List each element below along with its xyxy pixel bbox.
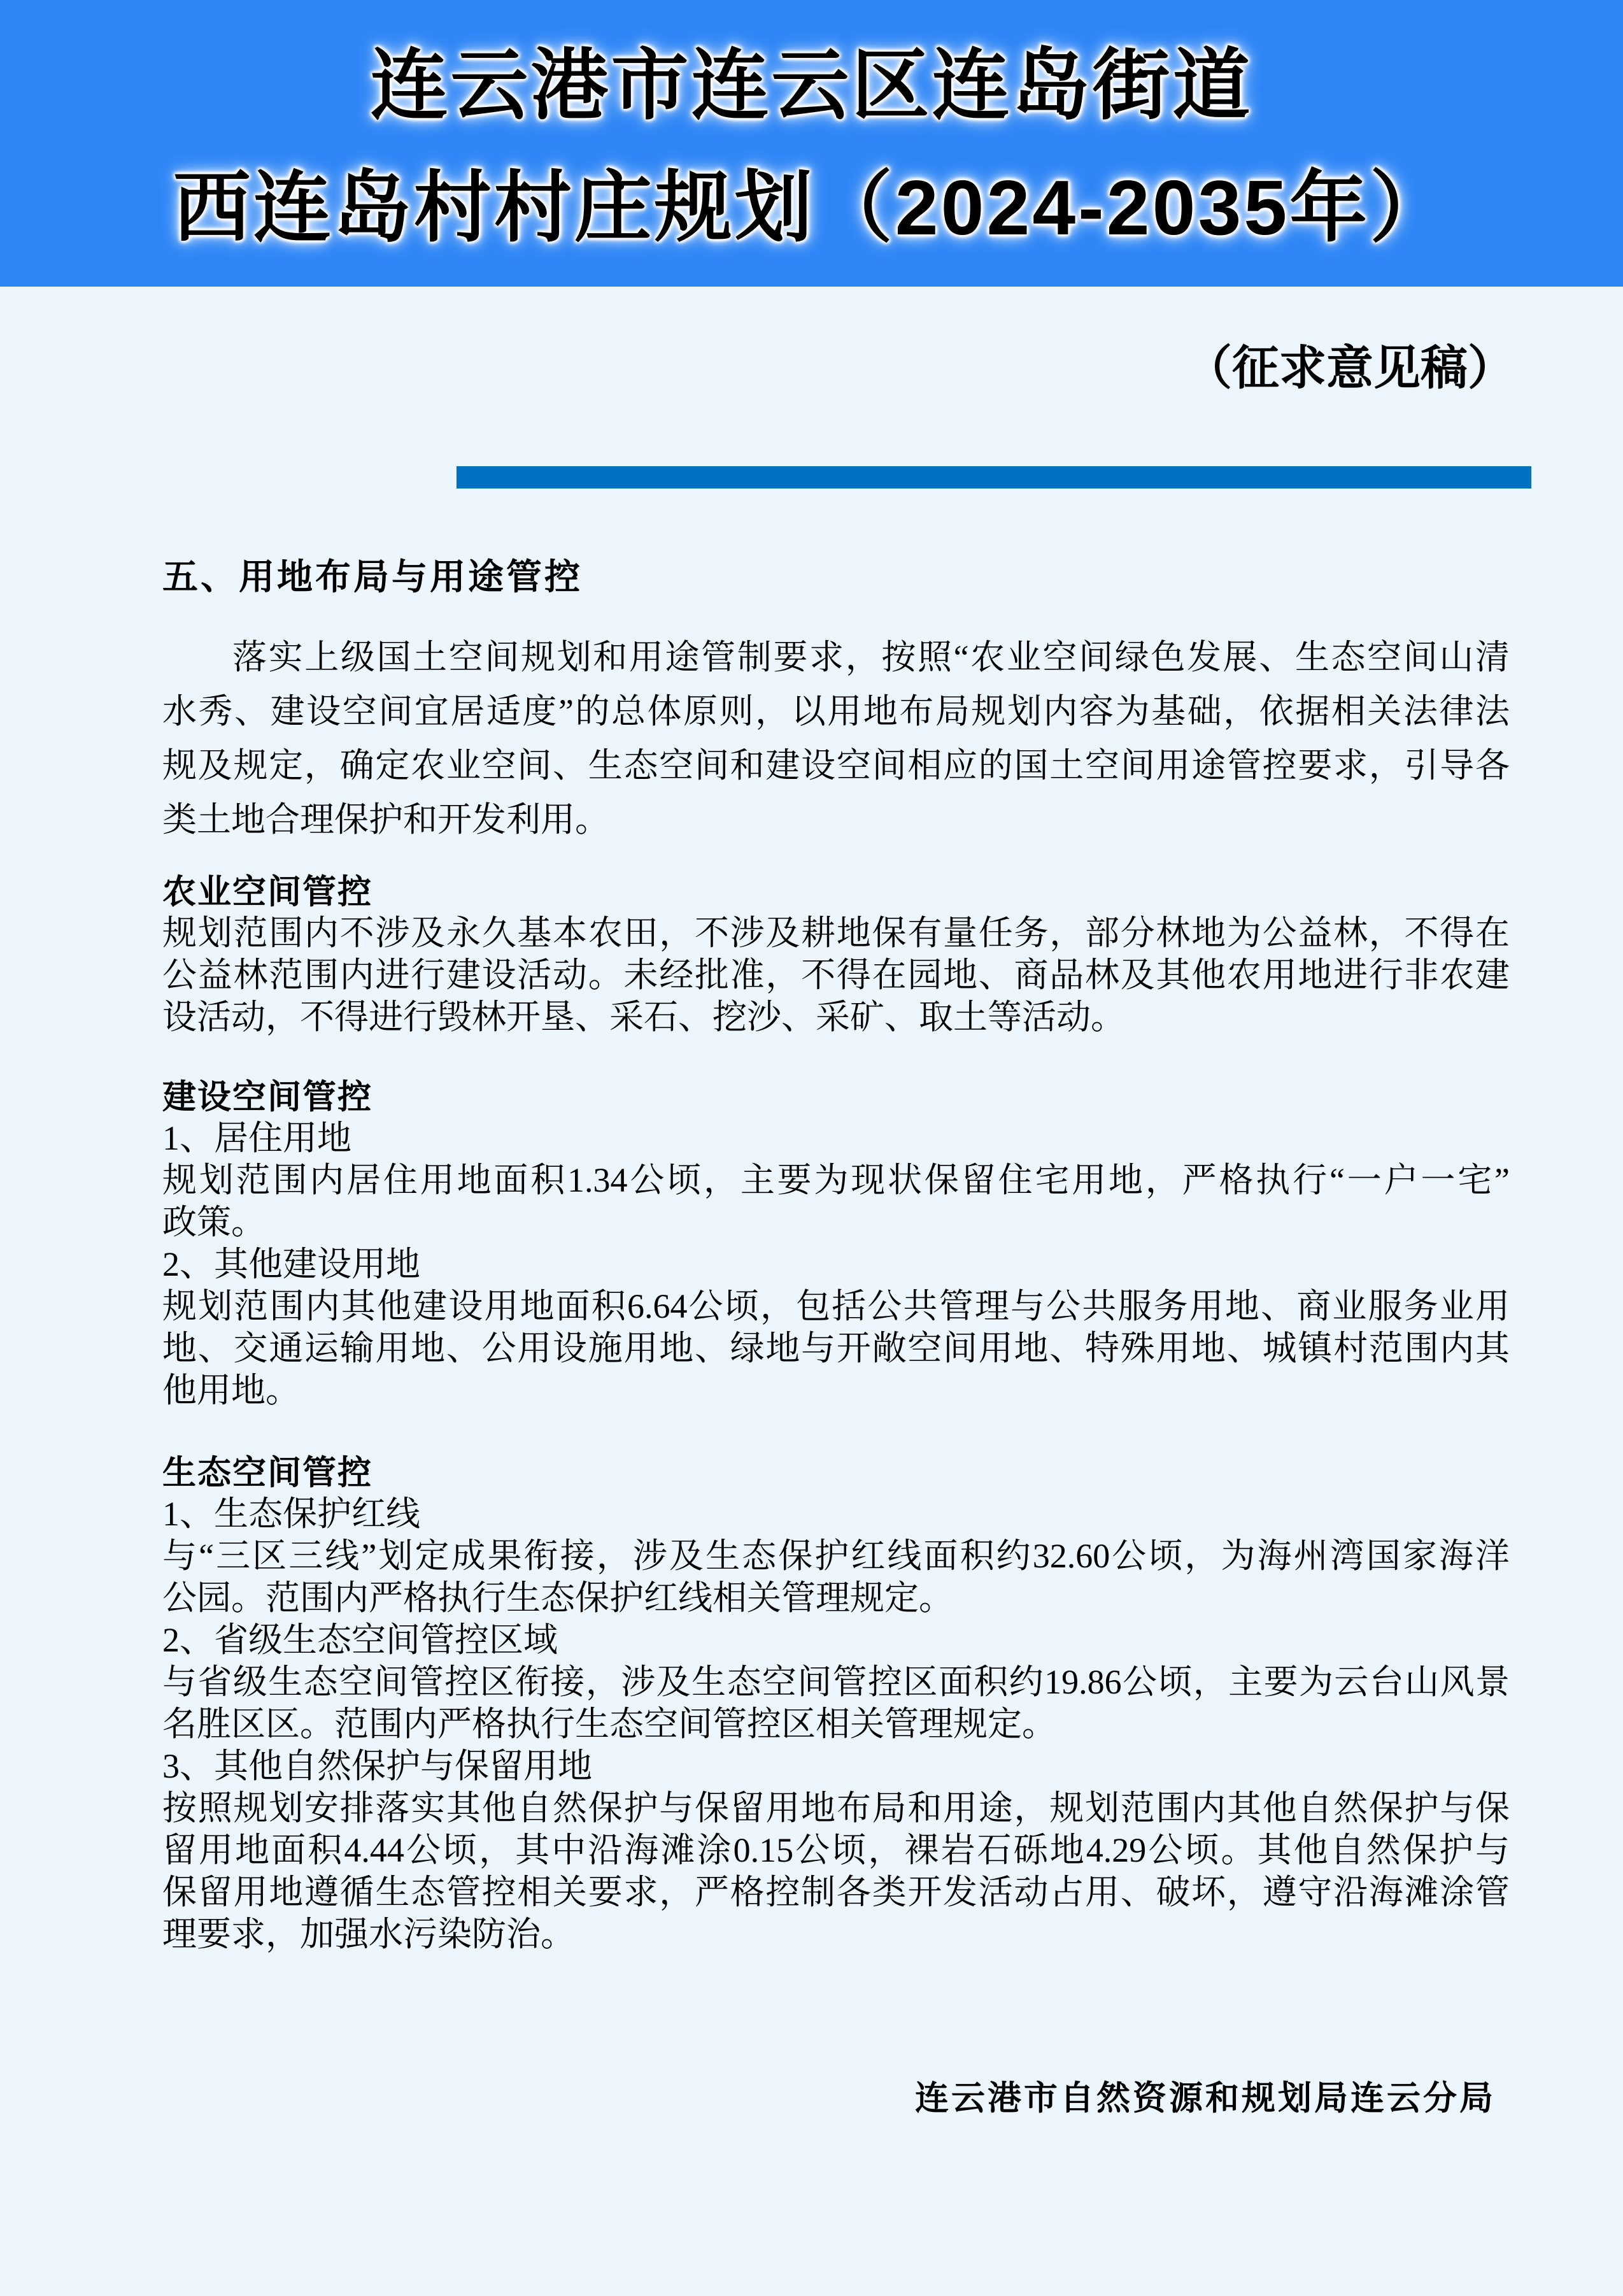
paragraph-line: 名胜区区。范围内严格执行生态空间管控区相关管理规定。 — [162, 1705, 1056, 1743]
draft-note: （征求意见稿） — [1185, 341, 1515, 394]
subsection-heading-ecology: 生态空间管控 — [162, 1454, 372, 1492]
paragraph-line: 设活动，不得进行毁林开垦、采石、挖沙、采矿、取土等活动。 — [162, 998, 1125, 1036]
section-title: 五、用地布局与用途管控 — [162, 557, 583, 597]
paragraph-line: 规划范围内不涉及永久基本农田，不涉及耕地保有量任务，部分林地为公益林，不得在 — [162, 914, 1510, 952]
paragraph-line: 他用地。 — [162, 1371, 300, 1409]
paragraph-line: 类土地合理保护和开发利用。 — [162, 801, 609, 839]
paragraph-line: 规及规定，确定农业空间、生态空间和建设空间相应的国土空间用途管控要求，引导各 — [162, 746, 1510, 785]
subsection-heading-construction: 建设空间管控 — [162, 1078, 372, 1116]
subsection-heading-agriculture: 农业空间管控 — [162, 873, 372, 911]
paragraph-line: 落实上级国土空间规划和用途管制要求，按照“农业空间绿色发展、生态空间山清 — [232, 638, 1510, 676]
paragraph-line: 与省级生态空间管控区衔接，涉及生态空间管控区面积约19.86公顷，主要为云台山风景 — [162, 1663, 1510, 1701]
document-body — [162, 553, 1510, 1955]
paragraph-line: 政策。 — [162, 1203, 266, 1241]
paragraph-line: 地、交通运输用地、公用设施用地、绿地与开敞空间用地、特殊用地、城镇村范围内其 — [162, 1329, 1510, 1367]
paragraph-line: 规划范围内居住用地面积1.34公顷，主要为现状保留住宅用地，严格执行“一户一宅” — [162, 1161, 1510, 1199]
divider-bar — [457, 466, 1531, 488]
list-item-label: 3、其他自然保护与保留用地 — [162, 1747, 592, 1785]
section-agriculture — [162, 873, 1510, 1038]
list-item-label: 2、其他建设用地 — [162, 1245, 420, 1283]
paragraph-line: 保留用地遵循生态管控相关要求，严格控制各类开发活动占用、破坏，遵守沿海滩涂管 — [162, 1873, 1510, 1911]
paragraph-line: 与“三区三线”划定成果衔接，涉及生态保护红线面积约32.60公顷，为海州湾国家海洋 — [162, 1537, 1510, 1575]
paragraph-line: 公园。范围内严格执行生态保护红线相关管理规定。 — [162, 1579, 953, 1617]
footer-agency: 连云港市自然资源和规划局连云分局 — [915, 2079, 1496, 2117]
intro-paragraph — [162, 631, 1510, 847]
document-title-line-1: 连云港市连云区连岛街道 — [370, 42, 1253, 129]
section-ecology — [162, 1453, 1510, 1955]
list-item-label: 1、生态保护红线 — [162, 1495, 420, 1533]
title-banner — [0, 0, 1623, 287]
list-item-label: 1、居住用地 — [162, 1119, 351, 1157]
paragraph-line: 按照规划安排落实其他自然保护与保留用地布局和用途，规划范围内其他自然保护与保 — [162, 1789, 1510, 1827]
document-title-line-2: 西连岛村村庄规划（2024-2035年） — [173, 164, 1450, 251]
paragraph-line: 规划范围内其他建设用地面积6.64公顷，包括公共管理与公共服务用地、商业服务业用 — [162, 1287, 1510, 1325]
section-construction — [162, 1078, 1510, 1411]
paragraph-line: 留用地面积4.44公顷，其中沿海滩涂0.15公顷，裸岩石砾地4.29公顷。其他自然保护与 — [162, 1831, 1510, 1869]
paragraph-line: 理要求，加强水污染防治。 — [162, 1915, 575, 1953]
list-item-label: 2、省级生态空间管控区域 — [162, 1621, 558, 1659]
paragraph-line: 公益林范围内进行建设活动。未经批准，不得在园地、商品林及其他农用地进行非农建 — [162, 956, 1510, 994]
paragraph-line: 水秀、建设空间宜居适度”的总体原则，以用地布局规划内容为基础，依据相关法律法 — [162, 692, 1510, 731]
